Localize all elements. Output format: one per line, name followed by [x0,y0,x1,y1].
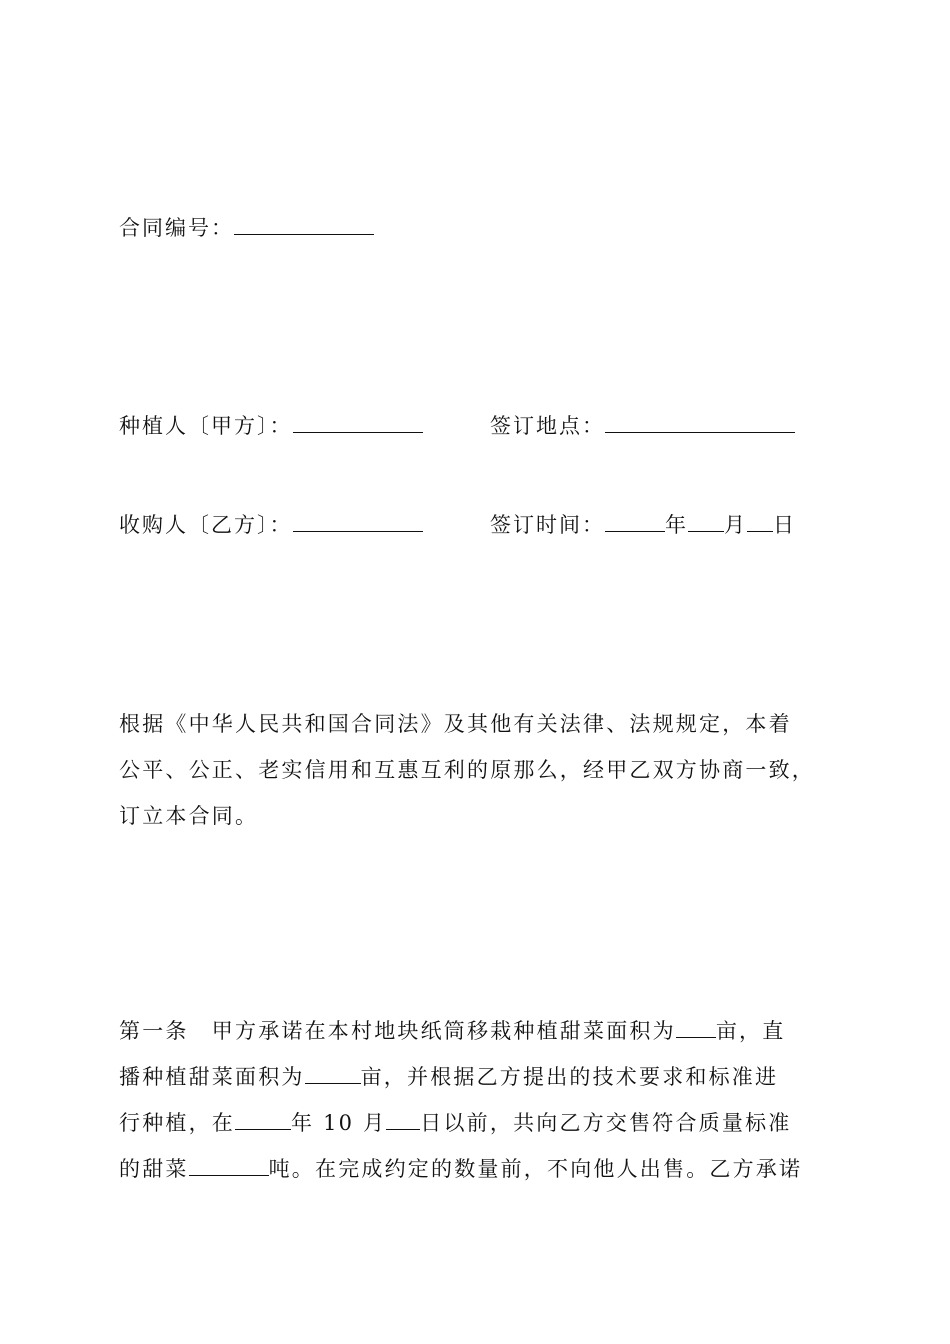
party-b-label: 收购人〔乙方〕： [119,513,293,537]
article-1-text: 的甜菜 [119,1157,189,1181]
contract-number-blank[interactable] [234,216,374,235]
signing-month-blank[interactable] [688,513,724,532]
article-1-text: 年 10 月 [291,1111,387,1135]
article-1-text: 播种植甜菜面积为 [119,1065,305,1089]
day-unit: 日 [773,513,796,537]
year-unit: 年 [665,513,688,537]
signing-year-blank[interactable] [605,513,665,532]
article-1-text: 亩，并根据乙方提出的技术要求和标准进 [360,1065,779,1089]
party-a-line [119,412,423,440]
signing-place-label: 签订地点： [490,414,605,438]
party-b-blank[interactable] [293,513,423,532]
contract-number-label: 合同编号： [119,216,234,240]
delivery-day-blank[interactable] [386,1111,420,1130]
article-1-text: 行种植，在 [119,1111,235,1135]
signing-time-line [490,511,796,539]
article-1-line-2 [119,1054,839,1100]
direct-sowing-area-blank[interactable] [305,1065,361,1084]
signing-day-blank[interactable] [747,513,773,532]
party-a-blank[interactable] [293,414,423,433]
article-1-line-4 [119,1146,839,1192]
signing-place-line [490,412,795,440]
preamble-paragraph [119,701,839,839]
transplant-area-blank[interactable] [676,1019,716,1038]
preamble-line-2: 公平、公正、老实信用和互惠互利的原那么，经甲乙双方协商一致， [119,758,815,782]
delivery-year-blank[interactable] [235,1111,291,1130]
article-1-line-1 [119,1008,839,1054]
signing-time-label: 签订时间： [490,513,605,537]
signing-place-blank[interactable] [605,414,795,433]
article-1-text: 日以前，共向乙方交售符合质量标准 [420,1111,792,1135]
preamble-line-1: 根据《中华人民共和国合同法》及其他有关法律、法规规定，本着 [119,712,792,736]
article-1-text: 吨。在完成约定的数量前，不向他人出售。乙方承诺 [268,1157,803,1181]
article-1-line-3 [119,1100,839,1146]
article-1-text: 第一条 甲方承诺在本村地块纸筒移栽种植甜菜面积为 [119,1019,676,1043]
party-b-line [119,511,423,539]
party-a-label: 种植人〔甲方〕： [119,414,293,438]
preamble-line-3: 订立本合同。 [119,804,259,828]
month-unit: 月 [724,513,747,537]
article-1-text: 亩，直 [715,1019,786,1043]
article-1-paragraph [119,1008,839,1192]
tonnage-blank[interactable] [189,1157,269,1176]
contract-number-line [119,214,374,242]
